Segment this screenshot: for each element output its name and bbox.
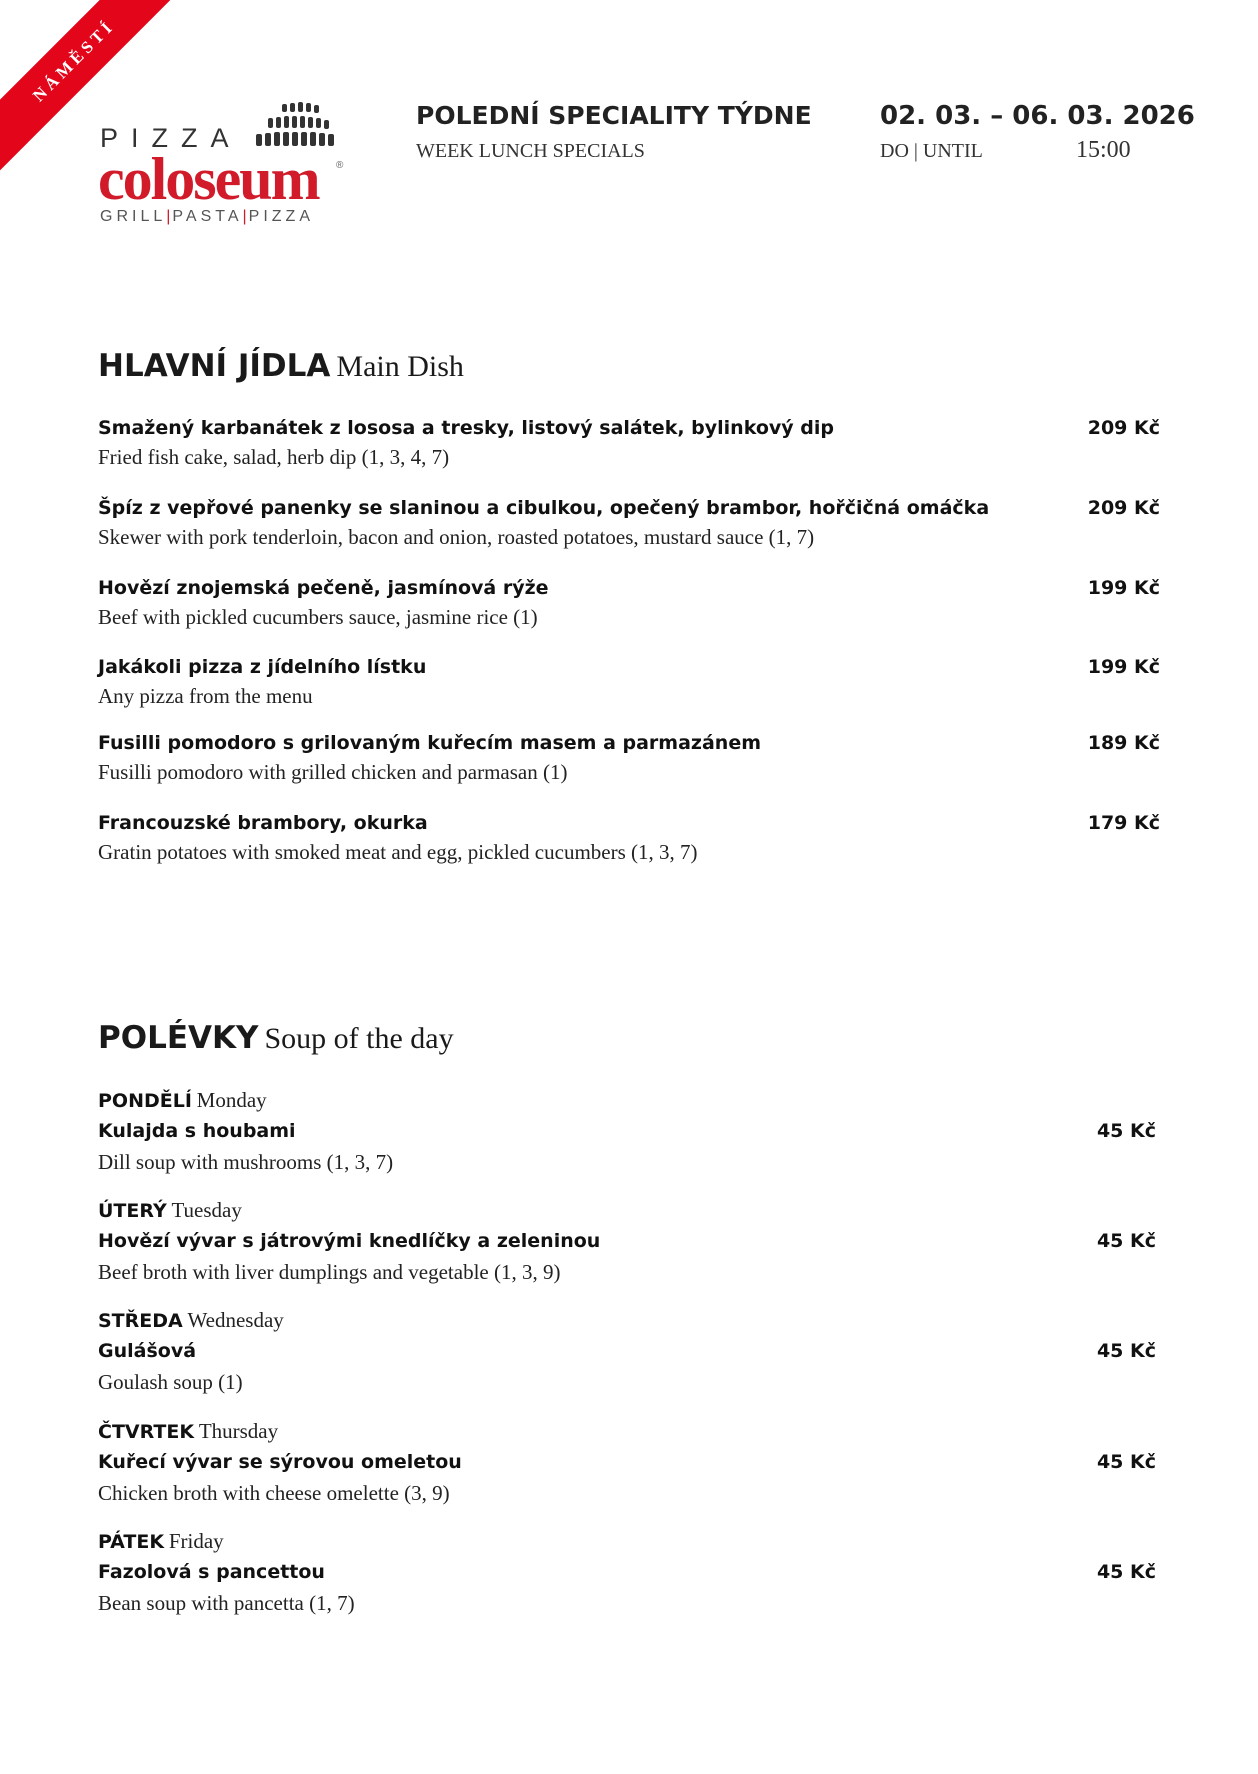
dish-description: Skewer with pork tenderloin, bacon and onion, roasted potatoes, mustard sauce (1, 7) — [98, 525, 815, 549]
soup-day-en: Friday — [168, 1529, 224, 1553]
soup-day-cz: PÁTEK — [98, 1531, 165, 1553]
dish-price: 189 Kč — [1087, 732, 1160, 754]
dish-name: Smažený karbanátek z lososa a tresky, listový salátek, bylinkový dip — [98, 417, 834, 439]
soup-name: Kuřecí vývar se sýrovou omeletou — [98, 1451, 462, 1473]
list-item — [98, 1306, 1156, 1398]
list-item — [98, 574, 1160, 632]
dish-name: Špíz z vepřové panenky se slaninou a cibulkou, opečený brambor, hořčičná omáčka — [98, 497, 990, 519]
list-item — [98, 809, 1160, 867]
soup-description: Goulash soup (1) — [98, 1370, 243, 1394]
soup-day-cz: PONDĚLÍ — [98, 1090, 192, 1112]
main-dish-heading — [98, 348, 464, 384]
logo-tag-grill: GRILL — [100, 208, 167, 225]
soup-price: 45 Kč — [1096, 1340, 1156, 1362]
dish-name: Jakákoli pizza z jídelního lístku — [98, 656, 427, 678]
soup-day-cz: ČTVRTEK — [98, 1421, 195, 1443]
soup-name: Hovězí vývar s játrovými knedlíčky a zeleninou — [98, 1230, 601, 1252]
dish-description: Fried fish cake, salad, herb dip (1, 3, 4, 7) — [98, 445, 450, 469]
soup-price: 45 Kč — [1096, 1451, 1156, 1473]
soup-description: Dill soup with mushrooms (1, 3, 7) — [98, 1150, 394, 1174]
dish-name: Fusilli pomodoro s grilovaným kuřecím masem a parmazánem — [98, 732, 762, 754]
soup-day-en: Thursday — [198, 1419, 279, 1443]
dish-description: Beef with pickled cucumbers sauce, jasmine rice (1) — [98, 605, 538, 629]
list-item — [98, 653, 1160, 711]
logo-coloseum: coloseum — [98, 146, 319, 212]
ribbon-label: NÁMĚSTÍ — [0, 0, 198, 185]
dish-price: 199 Kč — [1087, 577, 1160, 599]
list-item — [98, 1196, 1156, 1288]
soup-day-cz: ÚTERÝ — [98, 1200, 167, 1222]
list-item — [98, 414, 1160, 472]
main-dish-heading-cz: HLAVNÍ JÍDLA — [98, 348, 331, 384]
dish-price: 209 Kč — [1087, 497, 1160, 519]
dish-price: 209 Kč — [1087, 417, 1160, 439]
logo-tagline — [100, 208, 314, 226]
soup-day-cz: STŘEDA — [98, 1310, 183, 1332]
soup-heading-cz: POLÉVKY — [98, 1020, 259, 1056]
logo-tag-pasta: PASTA — [172, 208, 243, 225]
header-title: POLEDNÍ SPECIALITY TÝDNE — [416, 101, 812, 130]
soup-name: Kulajda s houbami — [98, 1120, 296, 1142]
soup-name: Gulášová — [98, 1340, 197, 1362]
list-item — [98, 729, 1160, 787]
header-date-range: 02. 03. – 06. 03. 2026 — [880, 101, 1195, 131]
list-item — [98, 1086, 1156, 1178]
dish-description: Gratin potatoes with smoked meat and egg, pickled cucumbers (1, 3, 7) — [98, 840, 698, 864]
logo-pizza: PIZZA — [100, 123, 242, 153]
soup-name: Fazolová s pancettou — [98, 1561, 325, 1583]
soup-price: 45 Kč — [1096, 1230, 1156, 1252]
dish-description: Any pizza from the menu — [98, 684, 313, 708]
soup-description: Bean soup with pancetta (1, 7) — [98, 1591, 355, 1615]
soup-description: Beef broth with liver dumplings and vegetable (1, 3, 9) — [98, 1260, 561, 1284]
logo-separator: | — [242, 208, 249, 225]
dish-price: 199 Kč — [1087, 656, 1160, 678]
soup-day-en: Tuesday — [171, 1198, 242, 1222]
logo-separator: | — [166, 208, 173, 225]
soup-price: 45 Kč — [1096, 1120, 1156, 1142]
soup-heading-en: Soup of the day — [264, 1022, 454, 1055]
header-until-label: DO | UNTIL — [880, 140, 983, 162]
header-subtitle: WEEK LUNCH SPECIALS — [416, 140, 645, 162]
list-item — [98, 1527, 1156, 1619]
logo — [98, 102, 358, 232]
dish-description: Fusilli pomodoro with grilled chicken and parmasan (1) — [98, 760, 568, 784]
soup-day-en: Wednesday — [187, 1308, 284, 1332]
dish-name: Francouzské brambory, okurka — [98, 812, 428, 834]
soup-price: 45 Kč — [1096, 1561, 1156, 1583]
dish-price: 179 Kč — [1087, 812, 1160, 834]
list-item — [98, 494, 1160, 552]
soup-day-en: Monday — [196, 1088, 267, 1112]
logo-registered: ® — [336, 160, 344, 171]
dish-name: Hovězí znojemská pečeně, jasmínová rýže — [98, 577, 549, 599]
soup-description: Chicken broth with cheese omelette (3, 9) — [98, 1481, 450, 1505]
list-item — [98, 1417, 1156, 1509]
logo-tag-pizza: PIZZA — [248, 208, 314, 225]
soup-heading — [98, 1020, 454, 1056]
main-dish-heading-en: Main Dish — [336, 350, 464, 383]
header-until-time: 15:00 — [1076, 137, 1131, 163]
